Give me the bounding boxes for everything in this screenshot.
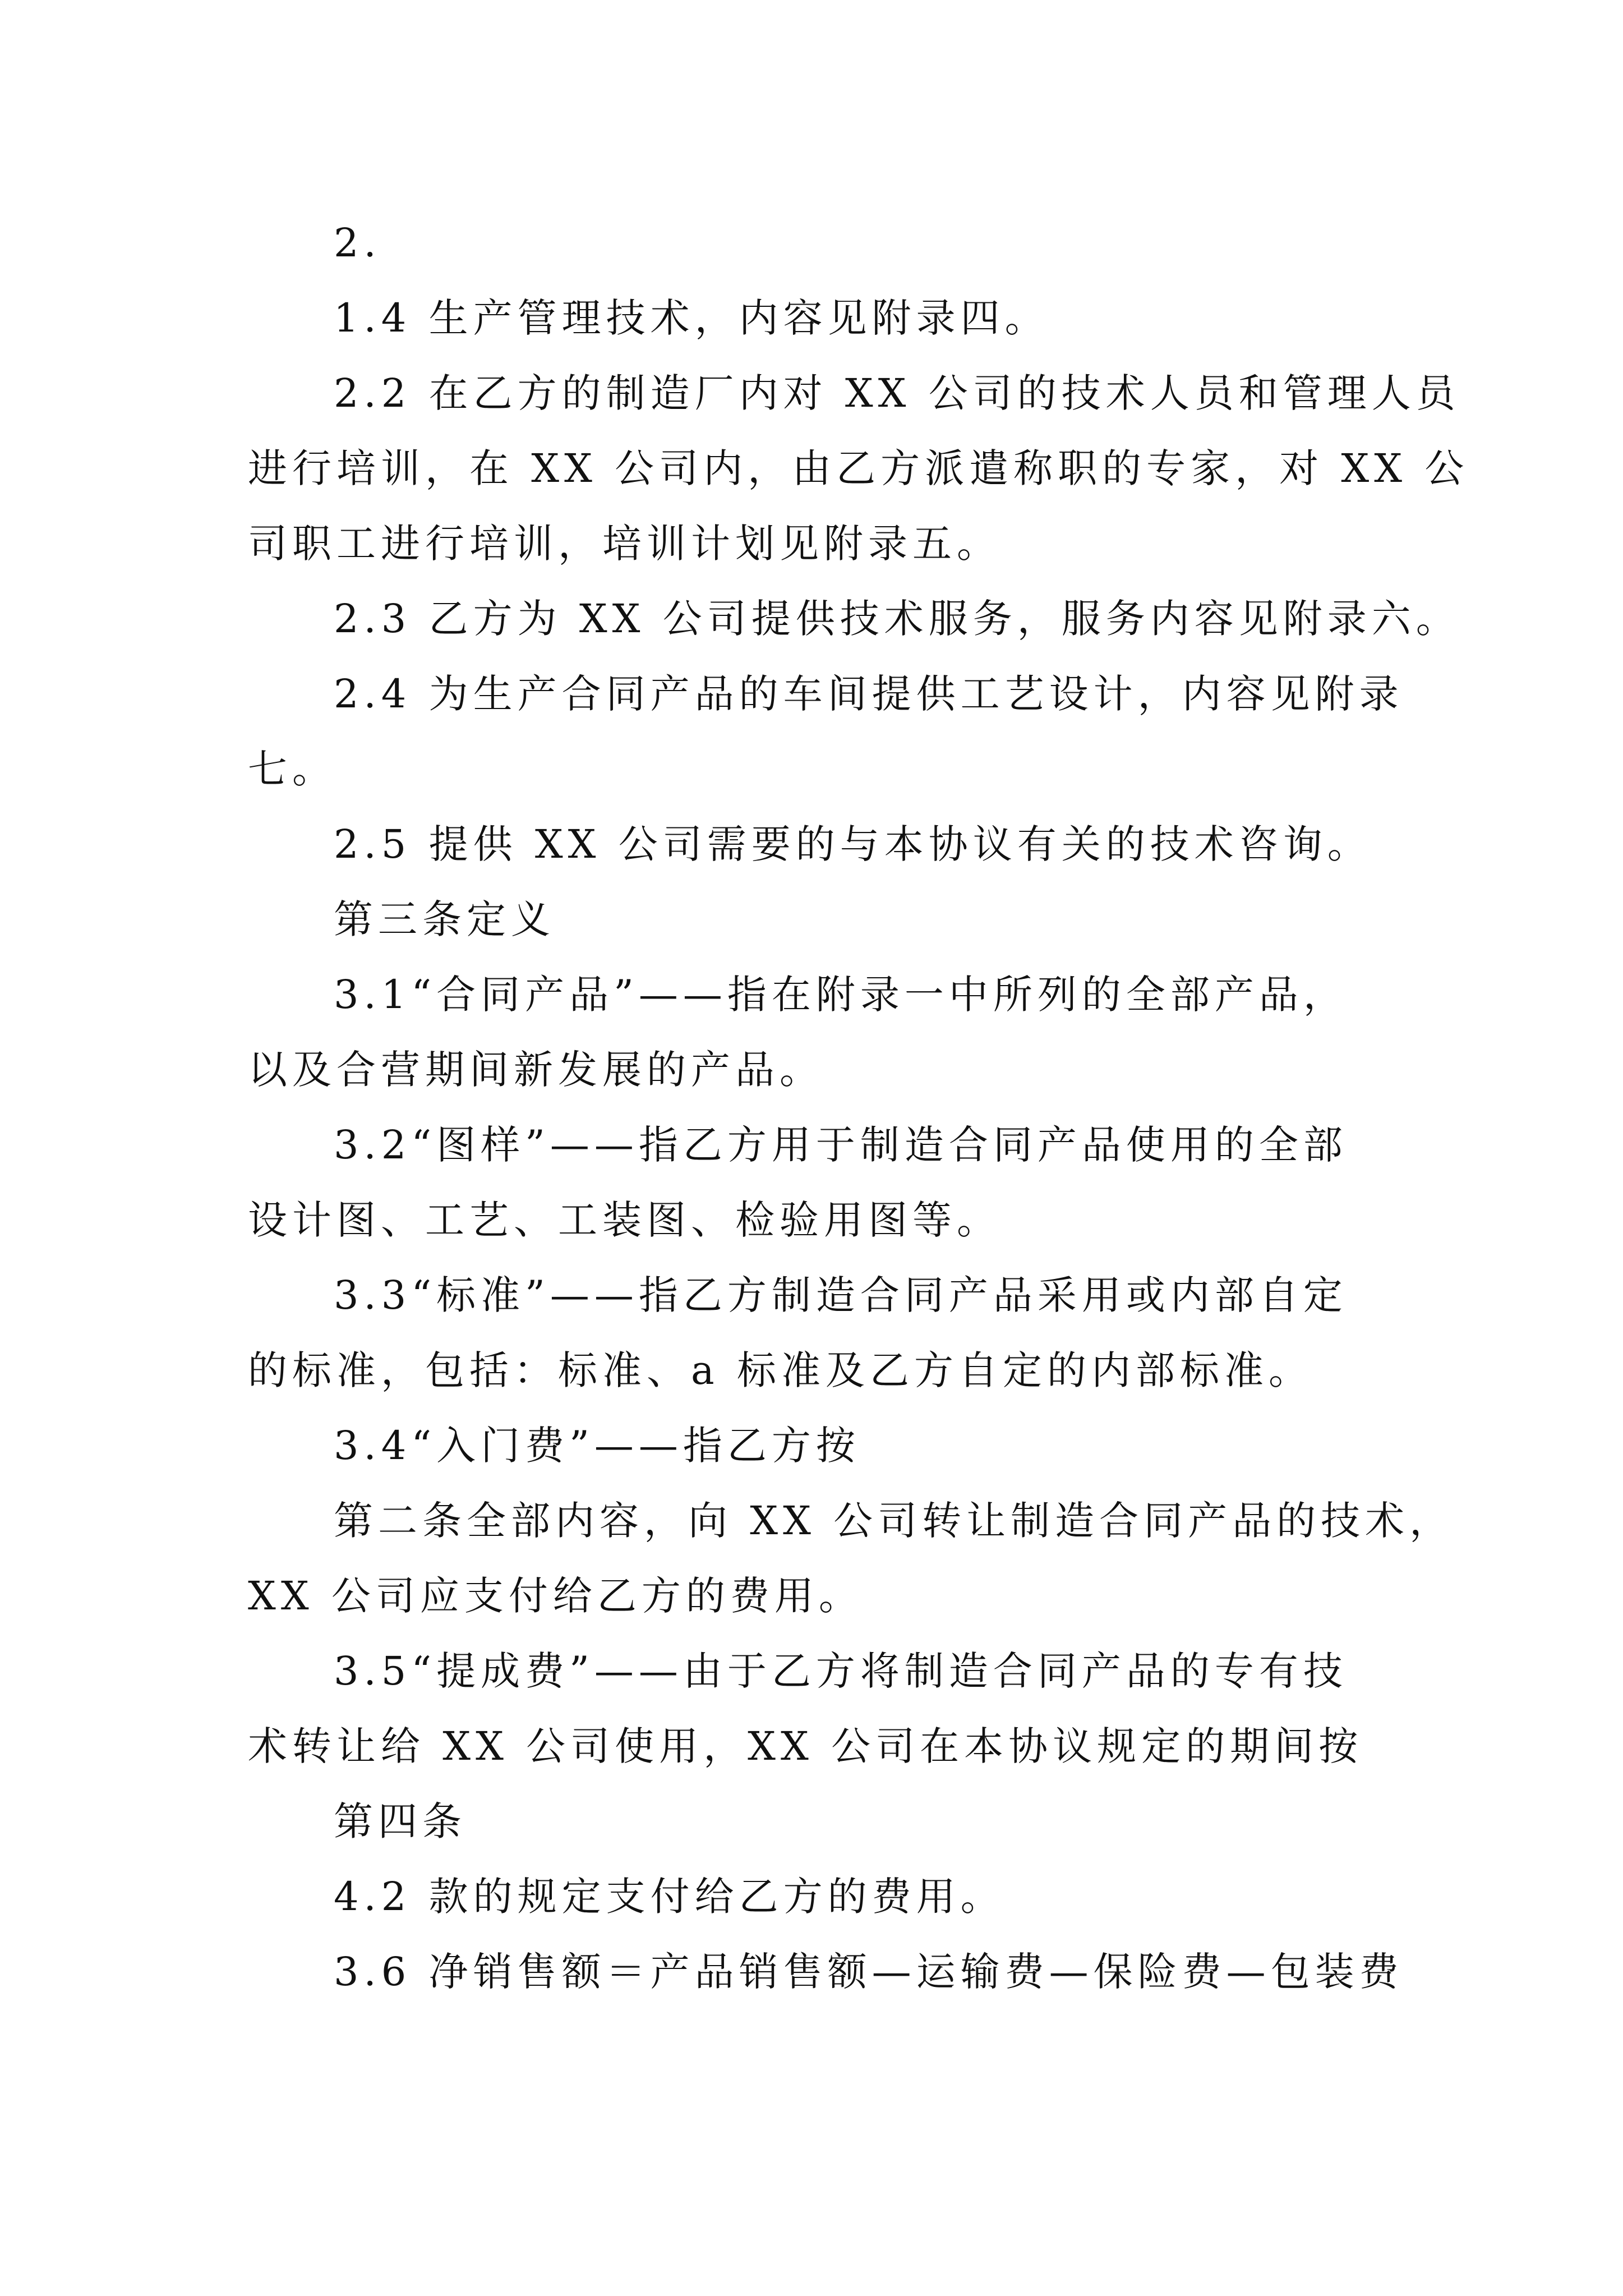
text-line: 的标准，包括：标准、a 标准及乙方自定的内部标准。 [248, 1347, 1313, 1393]
text-line: 以及合营期间新发展的产品。 [248, 1047, 824, 1093]
text-line: 3.4“入门费”——指乙方按 [334, 1423, 860, 1469]
text-line: 术转让给 XX 公司使用，XX 公司在本协议规定的期间按 [248, 1723, 1363, 1769]
text-line: 设计图、工艺、工装图、检验用图等。 [248, 1197, 1001, 1243]
text-line: 司职工进行培训，培训计划见附录五。 [248, 521, 1001, 567]
text-line: 3.5“提成费”——由于乙方将制造合同产品的专有技 [334, 1648, 1348, 1694]
section-heading: 第四条 [334, 1798, 467, 1844]
text-line: XX 公司应支付给乙方的费用。 [248, 1573, 863, 1619]
text-line: 七。 [248, 746, 336, 792]
text-line: 2.2 在乙方的制造厂内对 XX 公司的技术人员和管理人员 [334, 370, 1460, 416]
text-line: 第二条全部内容，向 XX 公司转让制造合同产品的技术， [334, 1498, 1454, 1544]
text-line: 4.2 款的规定支付给乙方的费用。 [334, 1874, 1005, 1920]
text-line: 3.3“标准”——指乙方制造合同产品采用或内部自定 [334, 1272, 1348, 1318]
text-line: 2. [334, 220, 381, 266]
text-line: 2.4 为生产合同产品的车间提供工艺设计，内容见附录 [334, 671, 1404, 717]
text-line: 3.6 净销售额＝产品销售额—运输费—保险费—包装费 [334, 1949, 1404, 1995]
text-line: 2.3 乙方为 XX 公司提供技术服务，服务内容见附录六。 [334, 596, 1460, 642]
text-line: 1.4 生产管理技术，内容见附录四。 [334, 295, 1049, 341]
text-line: 3.1“合同产品”——指在附录一中所列的全部产品， [334, 972, 1348, 1018]
section-heading: 第三条定义 [334, 896, 555, 942]
text-line: 3.2“图样”——指乙方用于制造合同产品使用的全部 [334, 1122, 1348, 1168]
text-line: 2.5 提供 XX 公司需要的与本协议有关的技术咨询。 [334, 821, 1372, 867]
text-line: 进行培训，在 XX 公司内，由乙方派遣称职的专家，对 XX 公 [248, 445, 1469, 491]
